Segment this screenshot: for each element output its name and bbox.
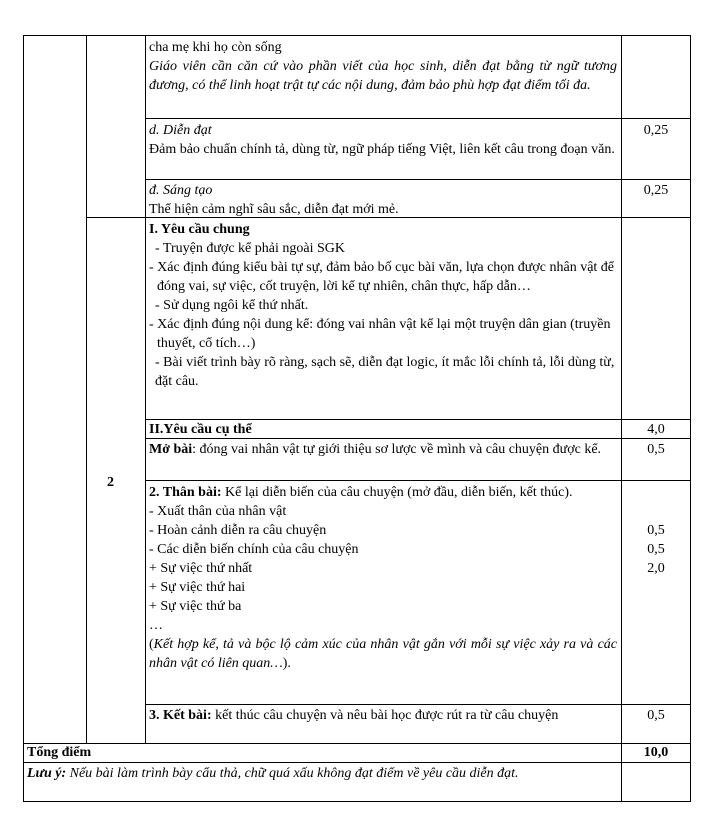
total-label: Tổng điểm [27,745,92,760]
score-value: 0,25 [643,123,669,138]
score-value: 0,25 [643,183,669,198]
score-value: 2,0 [647,561,665,576]
section-title: II.Yêu cầu cụ thể [149,422,252,437]
rule [145,704,691,705]
body-text: Kể lại diễn biến của câu chuyện (mở đầu, diễn biến, kết thúc). [221,485,573,500]
rule [690,35,691,802]
conclusion-label: 3. Kết bài: [149,708,212,723]
criterion-text: Thể hiện cảm nghĩ sâu sắc, diễn đạt mới mẻ. [149,202,399,217]
intro-label: Mở bài [149,442,193,457]
criterion-title: đ. Sáng tạo [149,183,213,198]
continuation-text: cha mẹ khi họ còn sống [149,40,282,55]
score-value: 0,5 [647,523,665,538]
note-paren: ( [149,637,154,652]
teacher-guidance-text: Giáo viên cần căn cứ vào phần viết của học sinh, diễn đạt bằng từ ngữ tương đương, có thể linh hoạt trật tự các nội dung, đảm bảo phù hợp đạt điểm tối đa. [149,59,617,93]
continuation-cell [149,38,617,95]
rule [145,118,691,119]
rule [23,35,691,36]
body-note: Kết hợp kể, tả và bộc lộ cảm xúc của nhân vật gắn với mỗi sự việc xảy ra và các nhân vật có liên quan… [149,637,617,671]
conclusion-text: kết thúc câu chuyện và nêu bài học được rút ra từ câu chuyện [211,708,559,723]
body-item: - Các diễn biến chính của câu chuyện [149,542,359,557]
body-item: + Sự việc thứ ba [149,599,242,614]
score-value: 4,0 [647,422,665,437]
requirement-item: - Truyện được kể phải ngoài SGK [155,241,345,256]
intro-criterion [149,440,617,459]
body-item: + Sự việc thứ nhất [149,561,253,576]
requirement-item: - Sử dụng ngôi kể thứ nhất. [155,298,309,313]
requirement-item: - Bài viết trình bày rõ ràng, sạch sẽ, diễn đạt logic, ít mắc lỗi chính tả, lỗi dùng từ, đặt câu. [155,355,615,389]
total-score: 10,0 [643,745,669,760]
rule [86,35,87,743]
rule [145,480,691,481]
body-item: - Hoàn cảnh diễn ra câu chuyện [149,523,327,538]
score-value: 0,5 [647,708,665,723]
rule [145,35,146,743]
body-item: + Sự việc thứ hai [149,580,246,595]
rule [23,801,691,802]
criterion-expression [149,121,617,159]
general-requirements [149,220,617,391]
rule [621,35,622,802]
rule [23,35,24,802]
footnote-text: Nếu bài làm trình bày cẩu thả, chữ quá xấu không đạt điểm về yêu cầu diễn đạt. [66,766,519,781]
body-item: - Xuất thân của nhân vật [149,504,287,519]
body-label: 2. Thân bài: [149,485,222,500]
section-title: I. Yêu cầu chung [149,222,250,237]
conclusion-criterion [149,706,617,725]
footnote-label: Lưu ý: [27,766,67,781]
rule [23,743,691,744]
rule [23,762,691,763]
scoring-rubric-table [23,35,691,802]
criterion-creativity [149,181,617,219]
question-number: 2 [107,475,114,490]
criterion-title: d. Diễn đạt [149,123,212,138]
intro-text: : đóng vai nhân vật tự giới thiệu sơ lược về mình và câu chuyện được kể. [192,442,602,457]
note-paren: ). [282,656,291,671]
rule [145,179,691,180]
requirement-item: - Xác định đúng kiểu bài tự sự, đảm bảo bố cục bài văn, lựa chọn được nhân vật để đóng vai, sự việc, cốt truyện, lời kể tự nhiên, chân thực, hấp dẫn… [149,260,615,294]
score-value: 0,5 [647,442,665,457]
footnote [27,764,617,783]
requirement-item: - Xác định đúng nội dung kể: đóng vai nhân vật kể lại một truyện dân gian (truyền thuyết, cổ tích…) [149,317,611,351]
criterion-text: Đảm bảo chuẩn chính tả, dùng từ, ngữ pháp tiếng Việt, liên kết câu trong đoạn văn. [149,142,615,157]
body-item: … [149,618,163,633]
score-value: 0,5 [647,542,665,557]
body-criterion [149,483,617,673]
